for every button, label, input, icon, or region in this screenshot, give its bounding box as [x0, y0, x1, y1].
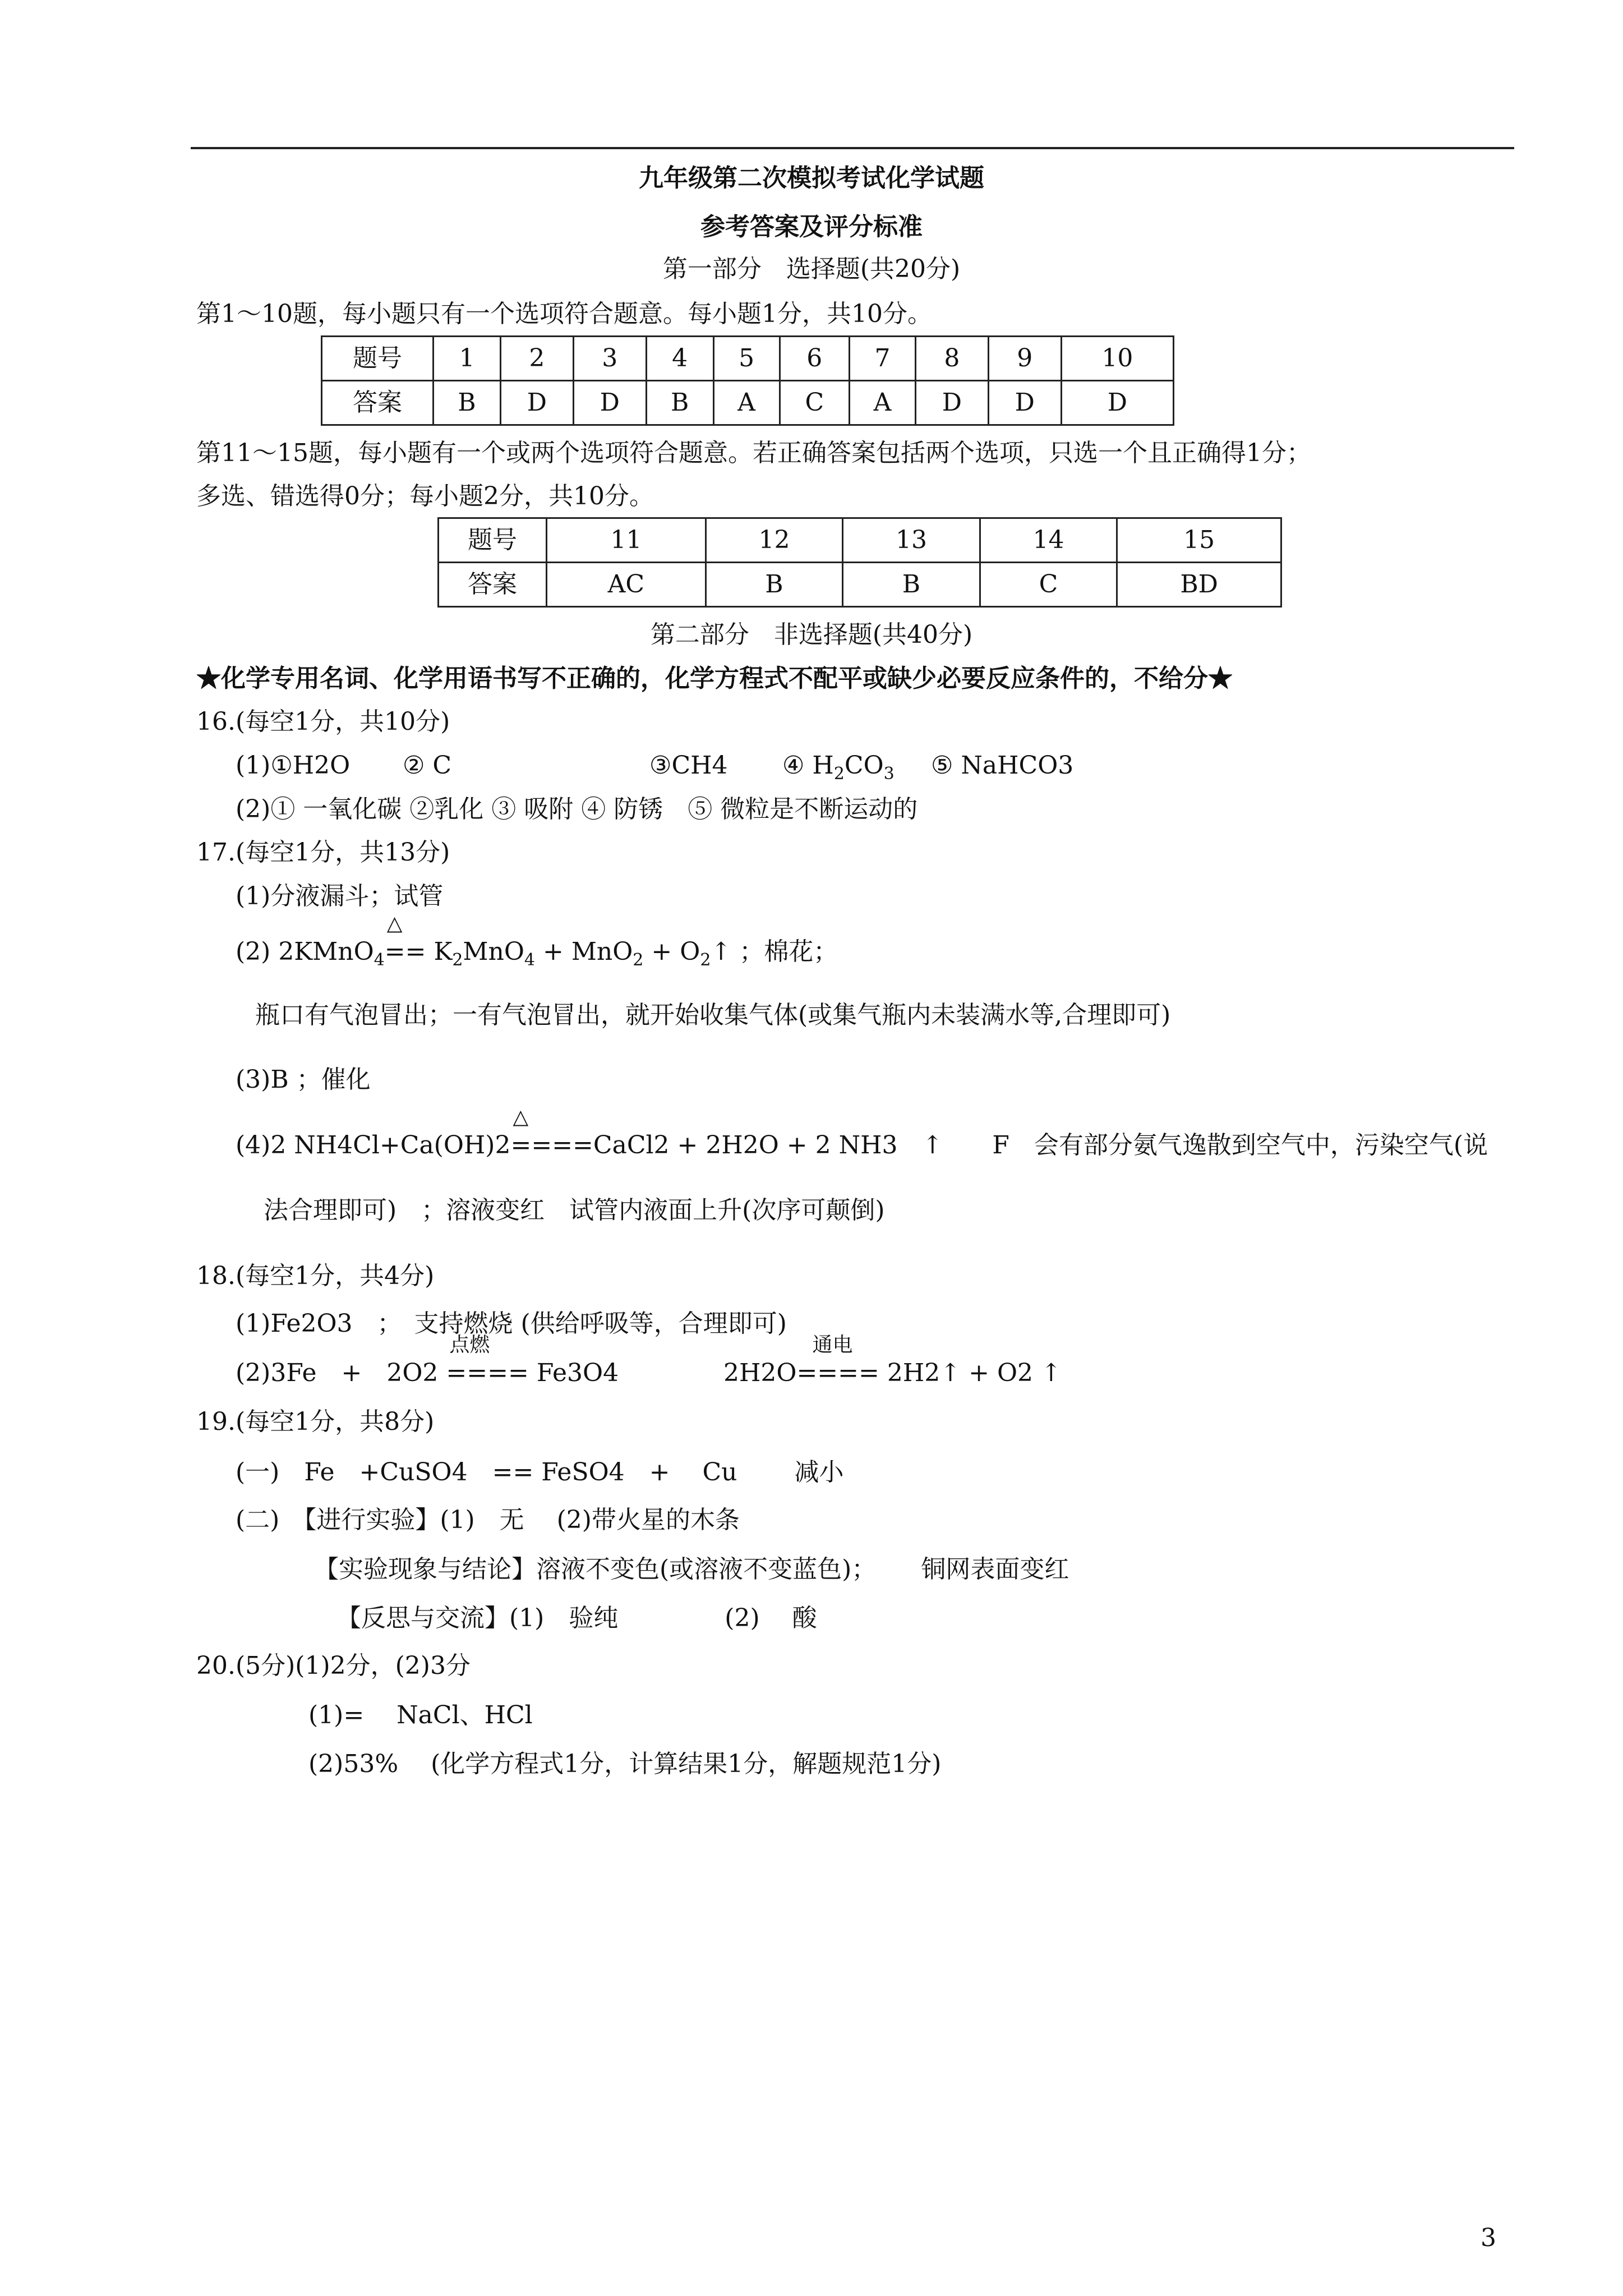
answer-cell: A [849, 381, 915, 425]
q16-answer-1a: (1)①H2O [236, 751, 351, 780]
table-row [322, 337, 1174, 381]
page-title: 九年级第二次模拟考试化学试题 [639, 164, 984, 192]
q17-answer-4-continued: 法合理即可) ；溶液变红 试管内液面上升(次序可颠倒) [264, 1196, 885, 1225]
q18-answer-1: (1)Fe2O3 ； 支持燃烧 (供给呼吸等，合理即可) [236, 1309, 787, 1338]
part2-notice: ★化学专用名词、化学用语书写不正确的，化学方程式不配平或缺少必要反应条件的，不给分★ [196, 664, 1233, 693]
q16-answer-1e: ⑤ NaHCO3 [931, 751, 1074, 780]
question-number: 2 [500, 337, 573, 381]
answer-cell: A [713, 381, 780, 425]
question-number: 11 [547, 518, 706, 563]
answer-cell: C [980, 563, 1117, 607]
answer-cell: AC [547, 563, 706, 607]
question-number: 9 [988, 337, 1061, 381]
answer-cell: B [843, 563, 980, 607]
table-row [439, 518, 1281, 563]
part1-instruction-1: 第1～10题，每小题只有一个选项符合题意。每小题1分，共10分。 [196, 300, 932, 328]
q17-answer-2-note: 瓶口有气泡冒出；一有气泡冒出，就开始收集气体(或集气瓶内未装满水等,合理即可) [255, 1001, 1171, 1029]
q16-answer-1b: ② C [403, 751, 452, 780]
table-row-label: 答案 [439, 563, 547, 607]
q18-answer-2b-equation: 2H2O 通电 ==== 2H2↑ + O2 ↑ [723, 1333, 1062, 1387]
q16-heading: 16.(每空1分，共10分) [196, 707, 450, 736]
q16-answer-2: (2)① 一氧化碳 ②乳化 ③ 吸附 ④ 防锈 ⑤ 微粒是不断运动的 [236, 795, 918, 823]
q17-answer-1: (1)分液漏斗；试管 [236, 882, 444, 910]
question-number: 10 [1061, 337, 1173, 381]
answer-cell: D [573, 381, 646, 425]
answer-cell: D [500, 381, 573, 425]
q20-heading: 20.(5分)(1)2分，(2)3分 [196, 1651, 471, 1680]
question-number: 12 [706, 518, 843, 563]
answer-cell: B [706, 563, 843, 607]
answer-table-1 [321, 335, 1174, 426]
answer-cell: D [1061, 381, 1173, 425]
page-subtitle: 参考答案及评分标准 [700, 213, 923, 241]
part1-instruction-2-line1: 第11～15题，每小题有一个或两个选项符合题意。若正确答案包括两个选项，只选一个且正确得1分； [196, 439, 1311, 467]
q17-heading: 17.(每空1分，共13分) [196, 838, 450, 867]
q17-answer-2-equation: (2) 2KMnO$_4$ △ == $K_2MnO_4 + MnO_2$ + $O_2↑$ ；棉花； [236, 912, 838, 970]
answer-cell: B [434, 381, 501, 425]
question-number: 6 [780, 337, 849, 381]
q16-answer-1d: ④ $H_2CO_3$ [782, 751, 895, 784]
question-number: 3 [573, 337, 646, 381]
q19-answer-2: (二) 【进行实验】(1) 无 (2)带火星的木条 [236, 1506, 740, 1534]
q17-answer-4-equation: (4)2 NH4Cl+Ca(OH)2 △ ====CaCl2 + 2H2O + 2 NH3 ↑ F 会有部分氨气逸散到空气中，污染空气(说 [236, 1106, 1488, 1159]
answer-cell: D [915, 381, 988, 425]
q19-answer-4: 【反思与交流】(1) 验纯 (2) 酸 [336, 1604, 817, 1632]
table-row-label: 答案 [322, 381, 434, 425]
table-row-label: 题号 [322, 337, 434, 381]
q20-answer-2: (2)53% (化学方程式1分，计算结果1分，解题规范1分) [308, 1750, 942, 1778]
q18-heading: 18.(每空1分，共4分) [196, 1262, 435, 1290]
header-rule [191, 147, 1514, 149]
q17-answer-3: (3)B ；催化 [236, 1065, 371, 1094]
question-number: 13 [843, 518, 980, 563]
answer-cell: BD [1117, 563, 1281, 607]
part1-instruction-2-line2: 多选、错选得0分；每小题2分，共10分。 [196, 482, 654, 510]
q19-answer-1: (一) Fe +CuSO4 == FeSO4 + Cu 减小 [236, 1458, 844, 1487]
table-row [322, 381, 1174, 425]
question-number: 1 [434, 337, 501, 381]
question-number: 15 [1117, 518, 1281, 563]
question-number: 14 [980, 518, 1117, 563]
table-row [439, 563, 1281, 607]
q16-answer-1c: ③CH4 [649, 751, 728, 780]
q19-heading: 19.(每空1分，共8分) [196, 1407, 435, 1436]
table-row-label: 题号 [439, 518, 547, 563]
answer-table-2 [437, 517, 1282, 608]
part2-heading: 第二部分 非选择题(共40分) [650, 620, 973, 649]
question-number: 7 [849, 337, 915, 381]
q20-answer-1: (1)= NaCl、HCl [308, 1701, 533, 1729]
question-number: 4 [646, 337, 713, 381]
q19-answer-3: 【实验现象与结论】溶液不变色(或溶液不变蓝色)； 铜网表面变红 [314, 1555, 1069, 1584]
answer-cell: B [646, 381, 713, 425]
page-number: 3 [1481, 2224, 1496, 2252]
part1-heading: 第一部分 选择题(共20分) [662, 255, 961, 283]
q18-answer-2a-equation: (2)3Fe + 2O2 点燃 ==== Fe3O4 [236, 1333, 619, 1387]
answer-cell: C [780, 381, 849, 425]
question-number: 5 [713, 337, 780, 381]
answer-cell: D [988, 381, 1061, 425]
question-number: 8 [915, 337, 988, 381]
